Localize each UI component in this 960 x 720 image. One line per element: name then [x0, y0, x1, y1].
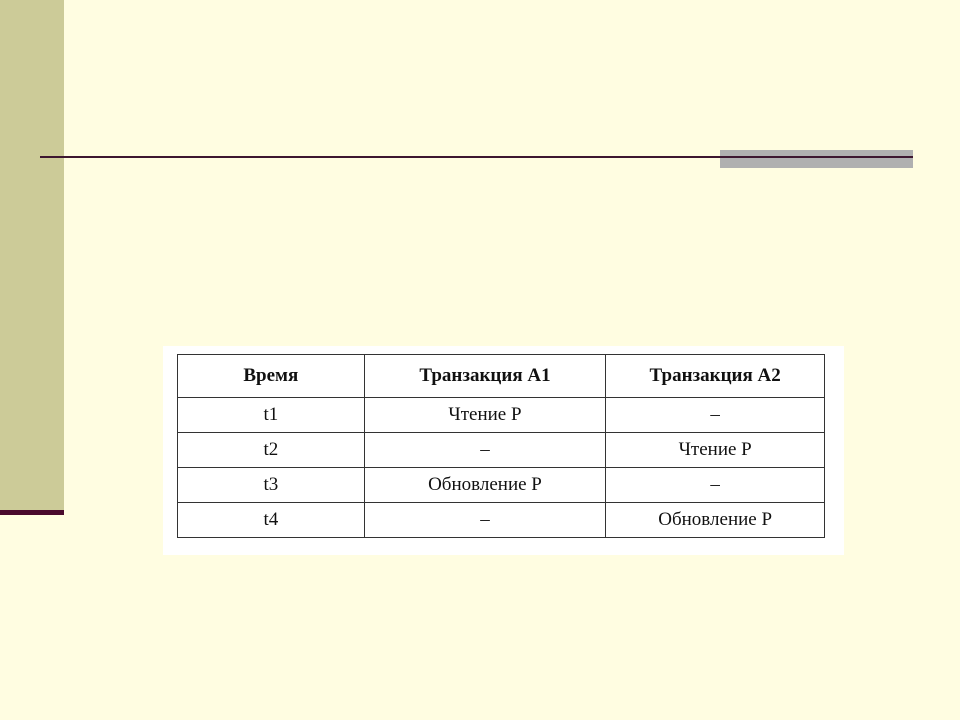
cell-a2: Чтение Р [606, 433, 825, 468]
cell-time: t1 [178, 398, 365, 433]
accent-stripe [720, 156, 913, 158]
cell-a1: – [364, 433, 606, 468]
cell-a1: Обновление Р [364, 468, 606, 503]
table-row [178, 503, 825, 538]
cell-time: t2 [178, 433, 365, 468]
cell-a2: – [606, 398, 825, 433]
table-row [178, 468, 825, 503]
cell-time: t4 [178, 503, 365, 538]
accent-block [720, 150, 913, 168]
table-row [178, 433, 825, 468]
cell-time: t3 [178, 468, 365, 503]
header-transaction-a2: Транзакция А2 [606, 355, 825, 398]
cell-a2: – [606, 468, 825, 503]
transaction-table-card [163, 346, 844, 555]
table-row [178, 398, 825, 433]
header-transaction-a1: Транзакция А1 [364, 355, 606, 398]
cell-a1: – [364, 503, 606, 538]
left-side-bar [0, 0, 64, 512]
side-bar-underline [0, 510, 64, 515]
table-header-row [178, 355, 825, 398]
transaction-table [177, 354, 825, 538]
cell-a1: Чтение Р [364, 398, 606, 433]
header-time: Время [178, 355, 365, 398]
cell-a2: Обновление Р [606, 503, 825, 538]
